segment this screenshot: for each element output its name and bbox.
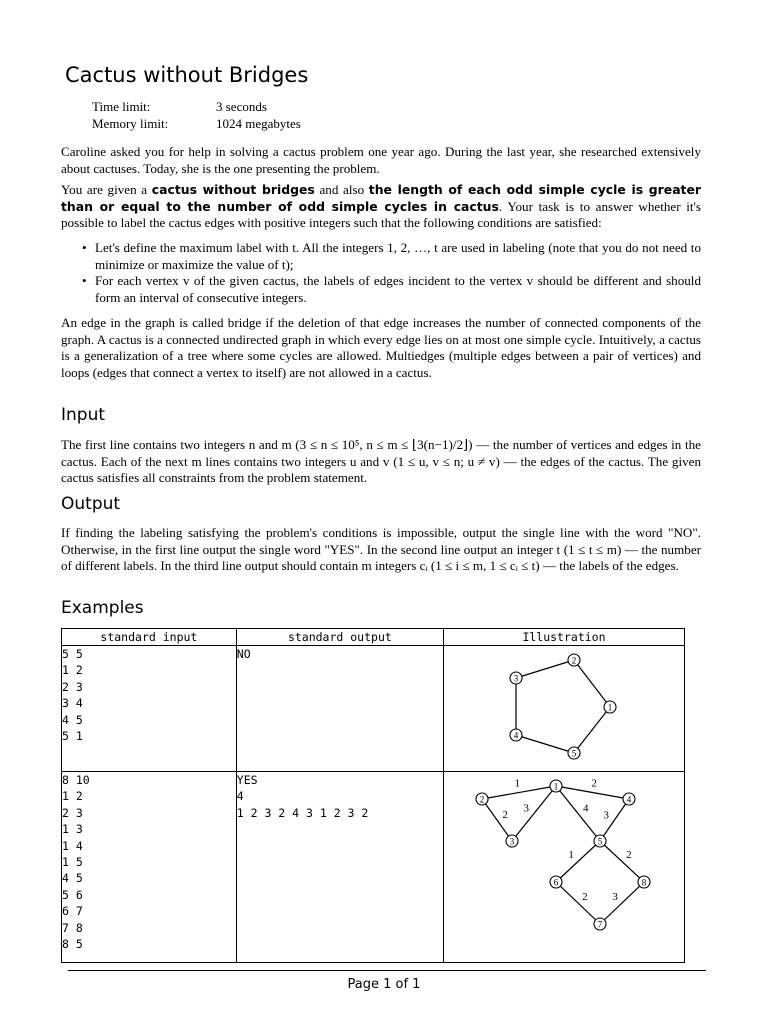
node-label: 2: [571, 655, 577, 666]
condition-item: [61, 240, 701, 273]
node-label: 3: [509, 836, 515, 847]
bullet-icon: •: [82, 273, 87, 289]
memory-limit-row: [92, 115, 301, 132]
example-2-illustration: [443, 772, 684, 963]
edge-label: 2: [626, 849, 632, 862]
graph-edge: [600, 882, 644, 924]
definition-text: An edge in the graph is called bridge if the deletion of that edge increases the number of connected components of the graph. A cactus is a connected undirected graph in which every edge lies on at most one simple cycle. Intuitively, a cactus is a generalization of a tree where some cycles are allowed. Multiedges (multiple edges between a pair of vertices) and loops (edges that connect a vertex to itself) are not allowed in a cactus.: [61, 315, 701, 381]
edge-label: 2: [591, 777, 597, 790]
edge-label: 3: [523, 802, 529, 815]
output-text: If finding the labeling satisfying the problem's conditions is impossible, output the single line with the word "NO". Otherwise, in the first line output the single word "YES". In the second line output an integer t (1 ≤ t ≤ m) — the number of different labels. In the third line output should contain m integers cᵢ (1 ≤ i ≤ m, 1 ≤ cᵢ ≤ t) — the labels of the edges.: [61, 525, 701, 574]
node-label: 6: [553, 877, 559, 888]
input-paragraph: [61, 437, 701, 487]
node-label: 1: [553, 781, 559, 792]
bullet-icon: •: [82, 240, 87, 255]
definition-paragraph: [61, 315, 701, 382]
node-label: 4: [513, 730, 519, 741]
graph-edge: [516, 735, 574, 753]
page-footer: Page 1 of 1: [347, 977, 421, 992]
task-paragraph: [61, 182, 701, 232]
graph-illustration-1: [444, 646, 684, 766]
conditions-list: [61, 240, 701, 307]
header-standard-input: standard input: [62, 629, 237, 646]
node-label: 5: [597, 836, 603, 847]
graph-edge: [574, 707, 610, 753]
node-label: 3: [513, 673, 519, 684]
intro-paragraph: [61, 144, 701, 177]
node-label: 4: [626, 794, 632, 805]
task-bold-1: cactus without bridges: [151, 182, 315, 197]
problem-title: Cactus without Bridges: [65, 63, 309, 87]
edge-label: 1: [568, 849, 574, 862]
header-illustration: Illustration: [443, 629, 684, 646]
edge-label: 3: [612, 890, 618, 903]
time-limit-label: Time limit:: [92, 99, 151, 114]
condition-text: For each vertex v of the given cactus, the labels of edges incident to the vertex v should be different and should form an interval of consecutive integers.: [95, 273, 701, 306]
time-limit-value: 3 seconds: [216, 99, 267, 114]
graph-edge: [556, 786, 600, 841]
edge-label: 4: [583, 802, 589, 815]
input-heading: Input: [61, 405, 106, 425]
example-1-output: NO: [236, 646, 443, 772]
task-text-1: You are given a: [61, 182, 152, 197]
table-row: [62, 646, 685, 772]
output-paragraph: [61, 525, 701, 575]
table-row: [62, 772, 685, 963]
intro-text: Caroline asked you for help in solving a cactus problem one year ago. During the last year, she researched extensively about cactuses. Today, she is the one presenting the problem.: [61, 144, 701, 176]
node-label: 2: [479, 794, 485, 805]
example-1-input: 5 5 1 2 2 3 3 4 4 5 5 1: [62, 646, 237, 772]
task-text-2: and also: [314, 182, 369, 197]
condition-text: Let's define the maximum label with t. All the integers 1, 2, …, t are used in labeling (note that you do not need to minimize or maximize the value of t);: [95, 240, 701, 272]
graph-edge: [574, 660, 610, 707]
edge-label: 1: [514, 777, 521, 790]
node-label: 1: [607, 702, 613, 713]
conditions-list-wrapper: [61, 240, 701, 307]
example-2-output: YES 4 1 2 3 2 4 3 1 2 3 2: [236, 772, 443, 963]
time-limit-row: [92, 98, 301, 115]
edge-label: 3: [603, 809, 610, 822]
table-header-row: [62, 629, 685, 646]
example-1-illustration: [443, 646, 684, 772]
graph-edge: [512, 786, 556, 841]
memory-limit-label: Memory limit:: [92, 116, 169, 131]
graph-edge: [556, 841, 600, 882]
graph-edge: [600, 841, 644, 882]
example-2-input: 8 10 1 2 2 3 1 3 1 4 1 5 4 5 5 6 6 7 7 8 8 5: [62, 772, 237, 963]
examples-heading: Examples: [61, 598, 144, 618]
condition-item: [61, 273, 701, 306]
task-text: [61, 182, 701, 232]
edge-label: 2: [502, 809, 508, 822]
task-text-3: . Your task is to answer whether it's possible to label the cactus edges with positive integers such that the following conditions are satisfied:: [61, 198, 701, 231]
node-label: 8: [641, 877, 647, 888]
memory-limit-value: 1024 megabytes: [216, 116, 301, 131]
examples-table: [61, 628, 685, 963]
limits-block: [92, 98, 301, 132]
output-heading: Output: [61, 494, 121, 514]
header-standard-output: standard output: [236, 629, 443, 646]
node-label: 7: [597, 919, 603, 930]
graph-edge: [556, 882, 600, 924]
input-text: The first line contains two integers n and m (3 ≤ n ≤ 10⁵, n ≤ m ≤ ⌊3(n−1)/2⌋) — the number of vertices and edges in the cactus. Each of the next m lines contains two integers u and v (1 ≤ u, v ≤ n; u ≠ v) — the edges of the cactus. The given cactus satisfies all constraints from the problem statement.: [61, 437, 701, 486]
footer-rule: [68, 970, 706, 971]
task-bold-2: the length of each odd simple cycle is greater than or equal to the number of odd simple cycles in cactus: [61, 182, 701, 214]
edge-label: 2: [582, 890, 588, 903]
graph-illustration-2: [444, 772, 684, 957]
graph-edge: [516, 660, 574, 678]
node-label: 5: [571, 748, 577, 759]
